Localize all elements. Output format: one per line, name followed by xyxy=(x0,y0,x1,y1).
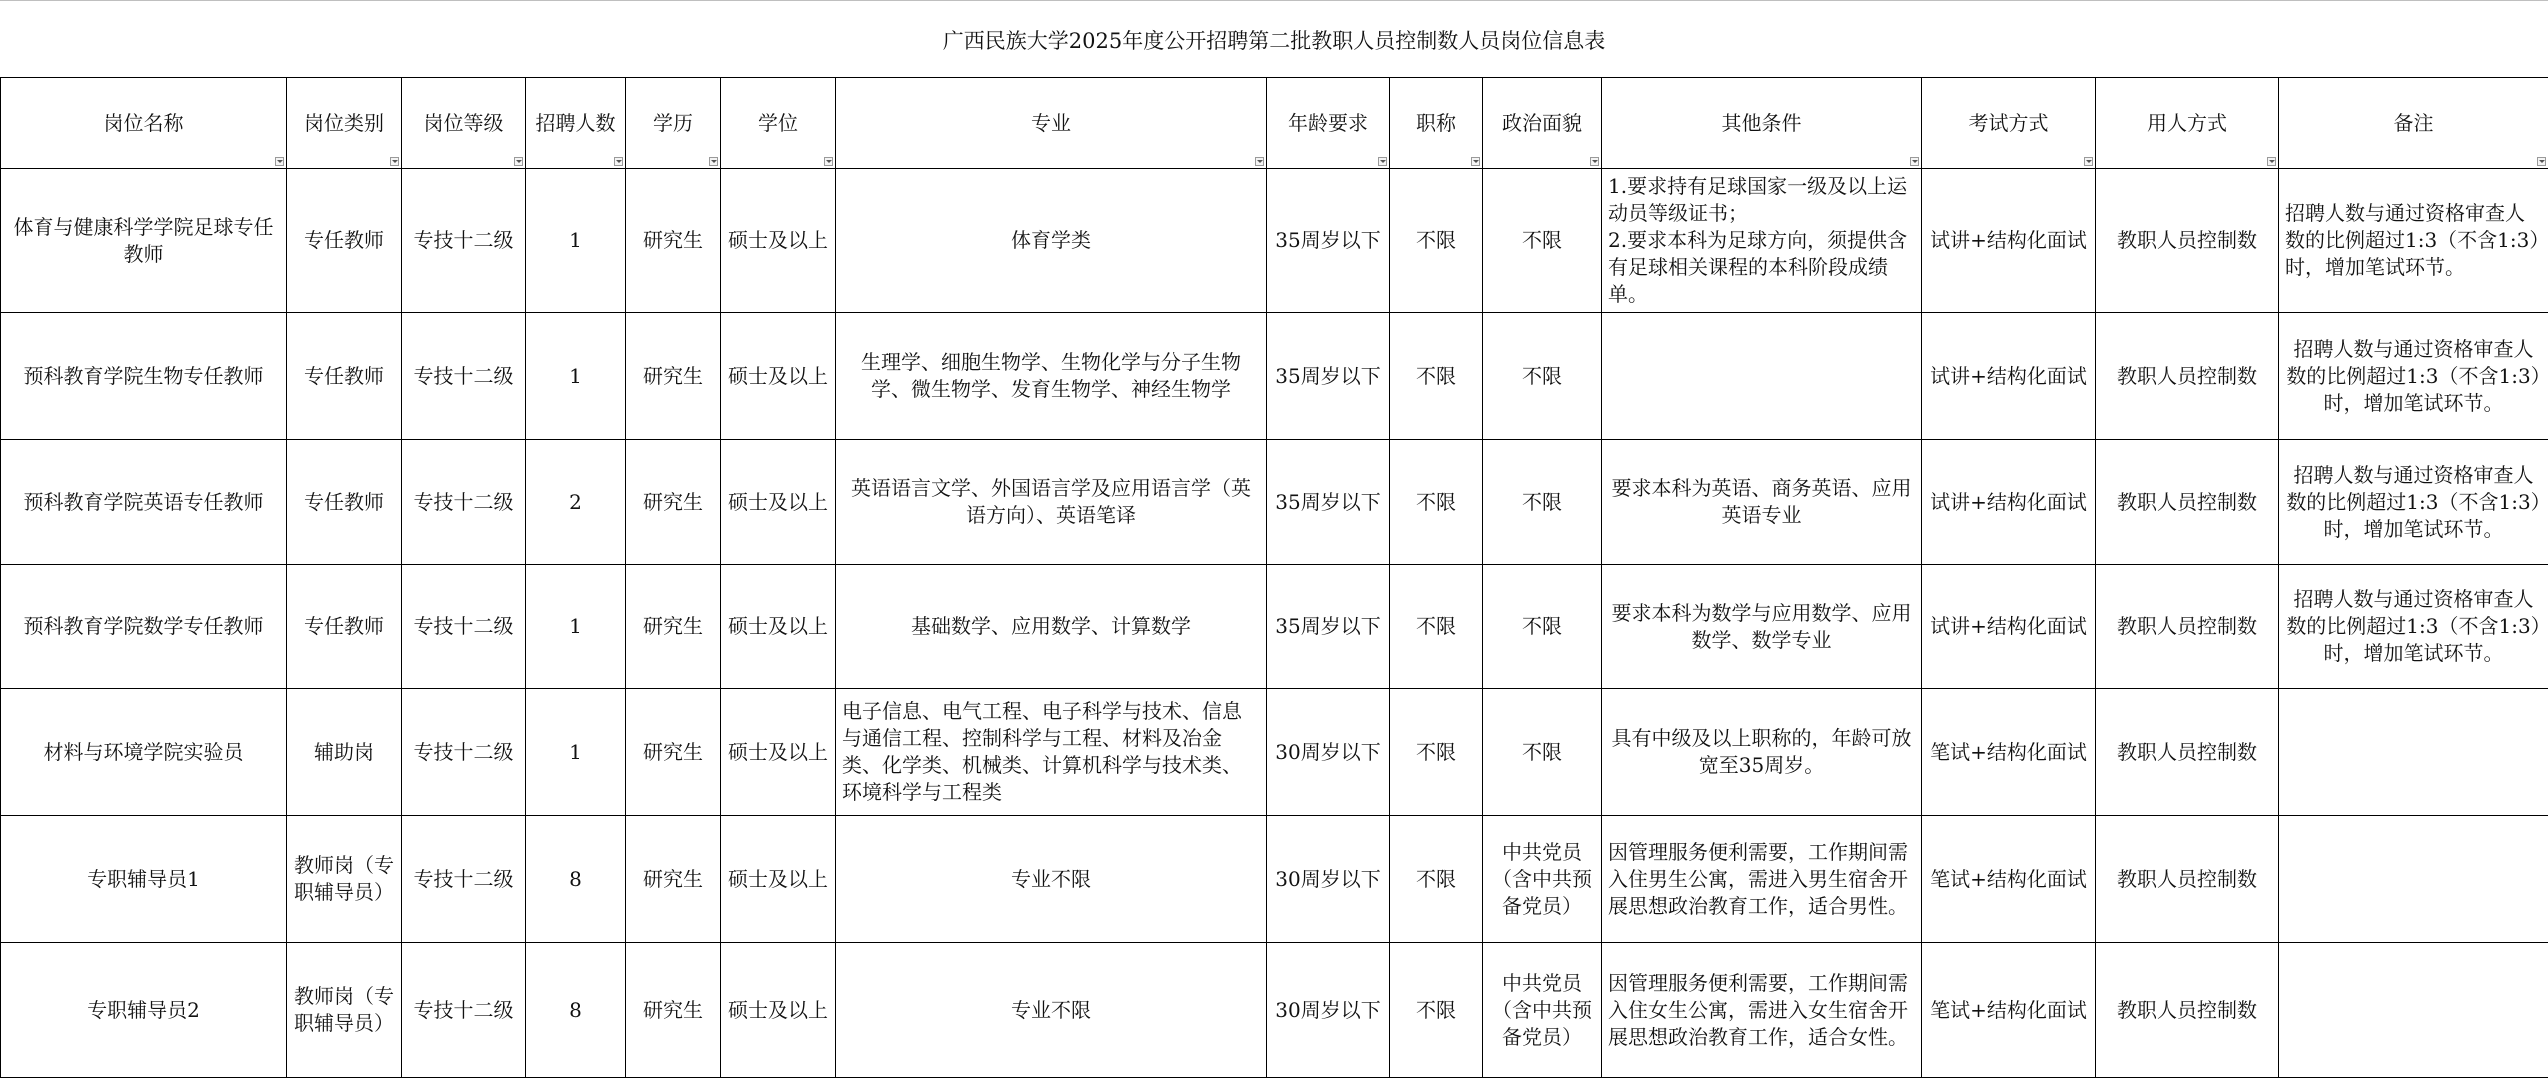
table-row xyxy=(1,943,2548,1078)
table-title: 广西民族大学2025年度公开招聘第二批教职人员控制数人员岗位信息表 xyxy=(0,0,2548,78)
cell-degree[interactable]: 硕士及以上 xyxy=(721,313,836,440)
filter-dropdown-icon[interactable] xyxy=(1590,157,1599,166)
cell-name[interactable]: 材料与环境学院实验员 xyxy=(1,689,287,816)
cell-education[interactable]: 研究生 xyxy=(626,943,721,1078)
cell-count[interactable]: 1 xyxy=(526,689,626,816)
cell-employ[interactable]: 教职人员控制数 xyxy=(2096,689,2279,816)
cell-note[interactable] xyxy=(2279,689,2548,816)
cell-education[interactable]: 研究生 xyxy=(626,313,721,440)
cell-category[interactable]: 专任教师 xyxy=(287,169,402,313)
cell-note[interactable]: 招聘人数与通过资格审查人数的比例超过1:3（不含1:3）时，增加笔试环节。 xyxy=(2279,565,2548,689)
header-cell-title[interactable]: 职称 xyxy=(1390,78,1483,169)
cell-category[interactable]: 专任教师 xyxy=(287,313,402,440)
cell-name[interactable]: 体育与健康科学学院足球专任教师 xyxy=(1,169,287,313)
cell-name[interactable]: 预科教育学院生物专任教师 xyxy=(1,313,287,440)
table-row xyxy=(1,440,2548,565)
cell-degree[interactable]: 硕士及以上 xyxy=(721,169,836,313)
position-table xyxy=(0,77,2548,1078)
cell-level[interactable]: 专技十二级 xyxy=(402,313,526,440)
filter-dropdown-icon[interactable] xyxy=(1255,157,1264,166)
header-cell-exam[interactable]: 考试方式 xyxy=(1922,78,2096,169)
cell-exam[interactable]: 试讲+结构化面试 xyxy=(1922,565,2096,689)
filter-dropdown-icon[interactable] xyxy=(709,157,718,166)
cell-major[interactable]: 体育学类 xyxy=(836,169,1267,313)
cell-political[interactable]: 不限 xyxy=(1483,313,1602,440)
cell-title[interactable]: 不限 xyxy=(1390,816,1483,943)
cell-title[interactable]: 不限 xyxy=(1390,313,1483,440)
header-cell-other[interactable]: 其他条件 xyxy=(1602,78,1922,169)
cell-employ[interactable]: 教职人员控制数 xyxy=(2096,565,2279,689)
filter-dropdown-icon[interactable] xyxy=(2267,157,2276,166)
cell-employ[interactable]: 教职人员控制数 xyxy=(2096,816,2279,943)
table-row xyxy=(1,689,2548,816)
cell-political[interactable]: 中共党员（含中共预备党员） xyxy=(1483,943,1602,1078)
cell-political[interactable]: 不限 xyxy=(1483,689,1602,816)
cell-other[interactable]: 因管理服务便利需要，工作期间需入住女生公寓，需进入女生宿舍开展思想政治教育工作，适合女性。 xyxy=(1602,943,1922,1078)
cell-other[interactable]: 1.要求持有足球国家一级及以上运动员等级证书； 2.要求本科为足球方向，须提供含有足球相关课程的本科阶段成绩单。 xyxy=(1602,169,1922,313)
cell-other[interactable]: 具有中级及以上职称的，年龄可放宽至35周岁。 xyxy=(1602,689,1922,816)
cell-exam[interactable]: 试讲+结构化面试 xyxy=(1922,313,2096,440)
cell-other[interactable] xyxy=(1602,313,1922,440)
cell-level[interactable]: 专技十二级 xyxy=(402,440,526,565)
cell-employ[interactable]: 教职人员控制数 xyxy=(2096,440,2279,565)
cell-title[interactable]: 不限 xyxy=(1390,169,1483,313)
cell-age[interactable]: 35周岁以下 xyxy=(1267,313,1390,440)
cell-count[interactable]: 1 xyxy=(526,565,626,689)
filter-dropdown-icon[interactable] xyxy=(614,157,623,166)
cell-exam[interactable]: 试讲+结构化面试 xyxy=(1922,169,2096,313)
cell-title[interactable]: 不限 xyxy=(1390,440,1483,565)
header-cell-education[interactable]: 学历 xyxy=(626,78,721,169)
cell-employ[interactable]: 教职人员控制数 xyxy=(2096,169,2279,313)
cell-age[interactable]: 30周岁以下 xyxy=(1267,943,1390,1078)
filter-dropdown-icon[interactable] xyxy=(275,157,284,166)
table-row xyxy=(1,816,2548,943)
cell-employ[interactable]: 教职人员控制数 xyxy=(2096,943,2279,1078)
cell-category[interactable]: 专任教师 xyxy=(287,565,402,689)
cell-exam[interactable]: 笔试+结构化面试 xyxy=(1922,943,2096,1078)
filter-dropdown-icon[interactable] xyxy=(514,157,523,166)
cell-category[interactable]: 教师岗（专职辅导员） xyxy=(287,816,402,943)
cell-degree[interactable]: 硕士及以上 xyxy=(721,816,836,943)
cell-title[interactable]: 不限 xyxy=(1390,565,1483,689)
cell-major[interactable]: 专业不限 xyxy=(836,943,1267,1078)
header-row xyxy=(1,78,2548,169)
cell-exam[interactable]: 试讲+结构化面试 xyxy=(1922,440,2096,565)
cell-count[interactable]: 8 xyxy=(526,816,626,943)
cell-employ[interactable]: 教职人员控制数 xyxy=(2096,313,2279,440)
filter-dropdown-icon[interactable] xyxy=(1910,157,1919,166)
cell-exam[interactable]: 笔试+结构化面试 xyxy=(1922,689,2096,816)
cell-political[interactable]: 中共党员（含中共预备党员） xyxy=(1483,816,1602,943)
cell-major[interactable]: 电子信息、电气工程、电子科学与技术、信息与通信工程、控制科学与工程、材料及冶金类、化学类、机械类、计算机科学与技术类、环境科学与工程类 xyxy=(836,689,1267,816)
cell-category[interactable]: 教师岗（专职辅导员） xyxy=(287,943,402,1078)
cell-major[interactable]: 基础数学、应用数学、计算数学 xyxy=(836,565,1267,689)
cell-note[interactable] xyxy=(2279,816,2548,943)
cell-education[interactable]: 研究生 xyxy=(626,440,721,565)
header-cell-degree[interactable]: 学位 xyxy=(721,78,836,169)
cell-degree[interactable]: 硕士及以上 xyxy=(721,565,836,689)
cell-count[interactable]: 8 xyxy=(526,943,626,1078)
cell-note[interactable]: 招聘人数与通过资格审查人数的比例超过1:3（不含1:3）时，增加笔试环节。 xyxy=(2279,440,2548,565)
filter-dropdown-icon[interactable] xyxy=(2537,157,2546,166)
cell-exam[interactable]: 笔试+结构化面试 xyxy=(1922,816,2096,943)
cell-name[interactable]: 专职辅导员2 xyxy=(1,943,287,1078)
cell-name[interactable]: 专职辅导员1 xyxy=(1,816,287,943)
cell-political[interactable]: 不限 xyxy=(1483,440,1602,565)
cell-note[interactable] xyxy=(2279,943,2548,1078)
table-row xyxy=(1,169,2548,313)
cell-political[interactable]: 不限 xyxy=(1483,565,1602,689)
cell-political[interactable]: 不限 xyxy=(1483,169,1602,313)
cell-category[interactable]: 辅助岗 xyxy=(287,689,402,816)
cell-age[interactable]: 35周岁以下 xyxy=(1267,565,1390,689)
header-cell-category[interactable]: 岗位类别 xyxy=(287,78,402,169)
filter-dropdown-icon[interactable] xyxy=(390,157,399,166)
cell-count[interactable]: 1 xyxy=(526,313,626,440)
cell-name[interactable]: 预科教育学院英语专任教师 xyxy=(1,440,287,565)
filter-dropdown-icon[interactable] xyxy=(1378,157,1387,166)
cell-major[interactable]: 专业不限 xyxy=(836,816,1267,943)
header-cell-age[interactable]: 年龄要求 xyxy=(1267,78,1390,169)
cell-level[interactable]: 专技十二级 xyxy=(402,689,526,816)
cell-age[interactable]: 30周岁以下 xyxy=(1267,689,1390,816)
filter-dropdown-icon[interactable] xyxy=(2084,157,2093,166)
cell-note[interactable]: 招聘人数与通过资格审查人数的比例超过1:3（不含1:3）时，增加笔试环节。 xyxy=(2279,313,2548,440)
filter-dropdown-icon[interactable] xyxy=(1471,157,1480,166)
header-cell-name[interactable]: 岗位名称 xyxy=(1,78,287,169)
cell-other[interactable]: 要求本科为数学与应用数学、应用数学、数学专业 xyxy=(1602,565,1922,689)
cell-name[interactable]: 预科教育学院数学专任教师 xyxy=(1,565,287,689)
cell-level[interactable]: 专技十二级 xyxy=(402,565,526,689)
cell-education[interactable]: 研究生 xyxy=(626,169,721,313)
cell-count[interactable]: 2 xyxy=(526,440,626,565)
cell-degree[interactable]: 硕士及以上 xyxy=(721,943,836,1078)
cell-age[interactable]: 35周岁以下 xyxy=(1267,169,1390,313)
cell-level[interactable]: 专技十二级 xyxy=(402,816,526,943)
cell-major[interactable]: 英语语言文学、外国语言学及应用语言学（英语方向）、英语笔译 xyxy=(836,440,1267,565)
header-cell-note[interactable]: 备注 xyxy=(2279,78,2548,169)
cell-degree[interactable]: 硕士及以上 xyxy=(721,689,836,816)
cell-category[interactable]: 专任教师 xyxy=(287,440,402,565)
cell-degree[interactable]: 硕士及以上 xyxy=(721,440,836,565)
table-row xyxy=(1,565,2548,689)
header-cell-political[interactable]: 政治面貌 xyxy=(1483,78,1602,169)
filter-dropdown-icon[interactable] xyxy=(824,157,833,166)
cell-other[interactable]: 要求本科为英语、商务英语、应用英语专业 xyxy=(1602,440,1922,565)
cell-count[interactable]: 1 xyxy=(526,169,626,313)
cell-age[interactable]: 30周岁以下 xyxy=(1267,816,1390,943)
cell-other[interactable]: 因管理服务便利需要，工作期间需入住男生公寓，需进入男生宿舍开展思想政治教育工作，适合男性。 xyxy=(1602,816,1922,943)
cell-note[interactable]: 招聘人数与通过资格审查人数的比例超过1:3（不含1:3）时，增加笔试环节。 xyxy=(2279,169,2548,313)
cell-level[interactable]: 专技十二级 xyxy=(402,943,526,1078)
header-cell-level[interactable]: 岗位等级 xyxy=(402,78,526,169)
cell-education[interactable]: 研究生 xyxy=(626,816,721,943)
cell-title[interactable]: 不限 xyxy=(1390,689,1483,816)
cell-education[interactable]: 研究生 xyxy=(626,689,721,816)
table-row xyxy=(1,313,2548,440)
header-cell-employ[interactable]: 用人方式 xyxy=(2096,78,2279,169)
header-cell-count[interactable]: 招聘人数 xyxy=(526,78,626,169)
header-cell-major[interactable]: 专业 xyxy=(836,78,1267,169)
cell-major[interactable]: 生理学、细胞生物学、生物化学与分子生物学、微生物学、发育生物学、神经生物学 xyxy=(836,313,1267,440)
cell-title[interactable]: 不限 xyxy=(1390,943,1483,1078)
cell-age[interactable]: 35周岁以下 xyxy=(1267,440,1390,565)
cell-education[interactable]: 研究生 xyxy=(626,565,721,689)
cell-level[interactable]: 专技十二级 xyxy=(402,169,526,313)
